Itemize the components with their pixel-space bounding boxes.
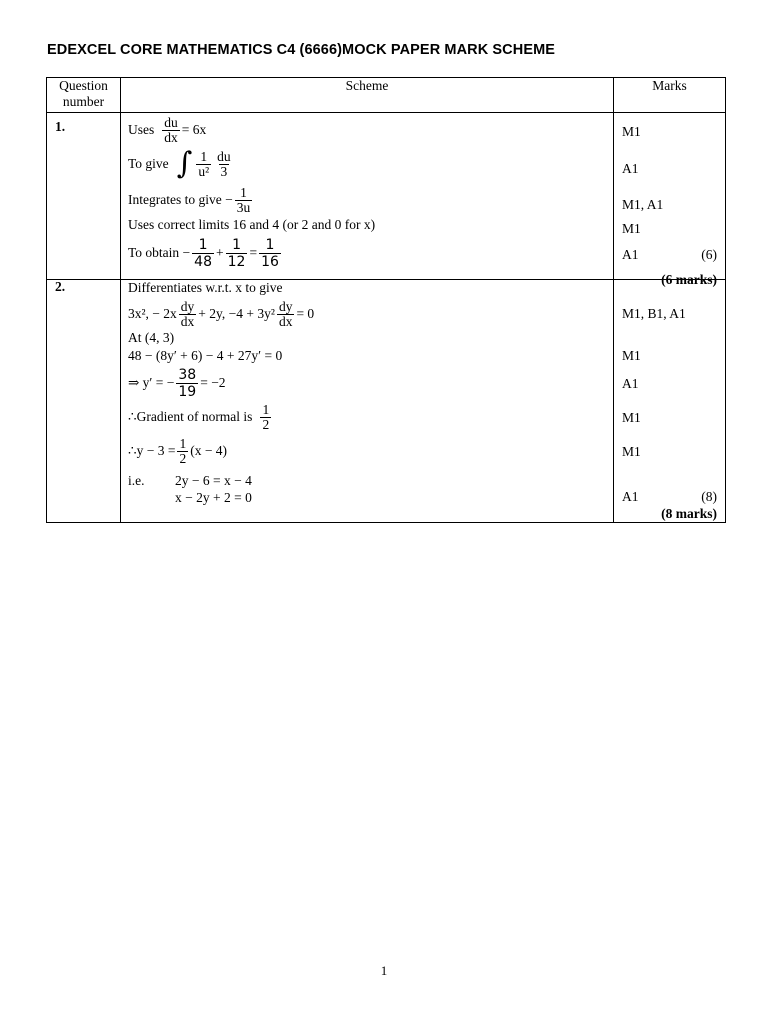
fraction: $\frac{1}{\text{u²}}$ [198, 148, 210, 179]
scheme-cell [121, 113, 614, 280]
mark: M1 [622, 444, 641, 459]
marks-header: Marks [614, 78, 726, 113]
question-number: 2. [55, 279, 66, 294]
scheme-line: Integrates to give − $\frac{1}{3u}$ [128, 184, 251, 215]
scheme-line: Differentiates w.r.t. x to give [128, 280, 283, 295]
scheme-line: ⇒ y′ = − $\frac{38}{19}$ = −2 [128, 366, 226, 400]
mark: M1, A1 [622, 197, 664, 212]
mark: M1 [622, 221, 641, 236]
scheme-line: Uses $\frac{du}{dx}$ = 6x [128, 114, 207, 145]
subtotal: (6) [701, 247, 717, 262]
question-number-cell [47, 280, 121, 523]
mark: M1 [622, 410, 641, 425]
scheme-line: 3x², − 2x $\frac{dy}{dx}$ + 2y, −4 + 3y² $\frac{dy}{dx}$ = 0 [128, 298, 315, 329]
subtotal: (8) [701, 489, 717, 504]
marks-cell [614, 113, 726, 287]
scheme-line: ∴Gradient of normal is $\frac{1}{2}$ [128, 401, 270, 432]
fraction: $\frac{1}{2}$ [179, 435, 187, 466]
scheme-line: To give ∫ $\frac{1}{\text{u²}}$ $\frac{du}{3}$ [128, 146, 231, 181]
scheme-line: Uses correct limits 16 and 4 (or 2 and 0 for x) [128, 217, 376, 232]
question-total: (6 marks) [661, 272, 717, 287]
mark: A1 [622, 376, 639, 391]
page-number: 1 [380, 963, 388, 978]
marks-cell [614, 280, 726, 523]
scheme-line: x − 2y + 2 = 0 [175, 490, 252, 505]
mark: A1 [622, 247, 639, 262]
fraction: $\frac{dy}{dx}$ [180, 298, 195, 329]
fraction: $\frac{1}{3u}$ [236, 184, 251, 215]
table-header-row [47, 78, 726, 113]
scheme-line: 48 − (8y′ + 6) − 4 + 27y′ = 0 [128, 348, 283, 363]
page-title: EDEXCEL CORE MATHEMATICS C4 (6666)MOCK PAPER MARK SCHEME [47, 42, 556, 58]
question-number-header: Question number [47, 78, 121, 113]
question-total: (8 marks) [661, 506, 717, 521]
fraction: $\frac{1}{48}$ [194, 236, 212, 270]
fraction: $\frac{1}{2}$ [262, 401, 270, 432]
scheme-cell [121, 280, 614, 523]
mark: A1 [622, 489, 639, 504]
fraction: $\frac{1}{12}$ [227, 236, 246, 270]
fraction: $\frac{dy}{dx}$ [278, 298, 293, 329]
question-number: 1. [55, 119, 66, 134]
fraction: $\frac{1}{16}$ [261, 236, 279, 270]
mark: M1 [622, 348, 641, 363]
scheme-line: To obtain − $\frac{1}{48}$ + $\frac{1}{12}$ = $\frac{1}{16}$ [128, 236, 279, 270]
scheme-line: At (4, 3) [128, 330, 175, 345]
mark: A1 [622, 161, 639, 176]
mark: M1, B1, A1 [622, 306, 686, 321]
table-row-q1 [47, 113, 726, 280]
fraction: $\frac{du}{dx}$ [164, 114, 178, 145]
question-number-cell [47, 113, 121, 280]
table-row-q2 [47, 280, 726, 523]
scheme-header: Scheme [121, 78, 614, 113]
mark: M1 [622, 124, 641, 139]
scheme-line: ∴y − 3 = $\frac{1}{2}$ (x − 4) [128, 435, 228, 466]
integral-sign: ∫ [176, 146, 193, 181]
fraction: $\frac{38}{19}$ [178, 366, 197, 400]
scheme-line: i.e. 2y − 6 = x − 4 [128, 473, 252, 488]
mark-scheme-table [46, 77, 726, 523]
fraction: $\frac{du}{3}$ [217, 148, 231, 179]
